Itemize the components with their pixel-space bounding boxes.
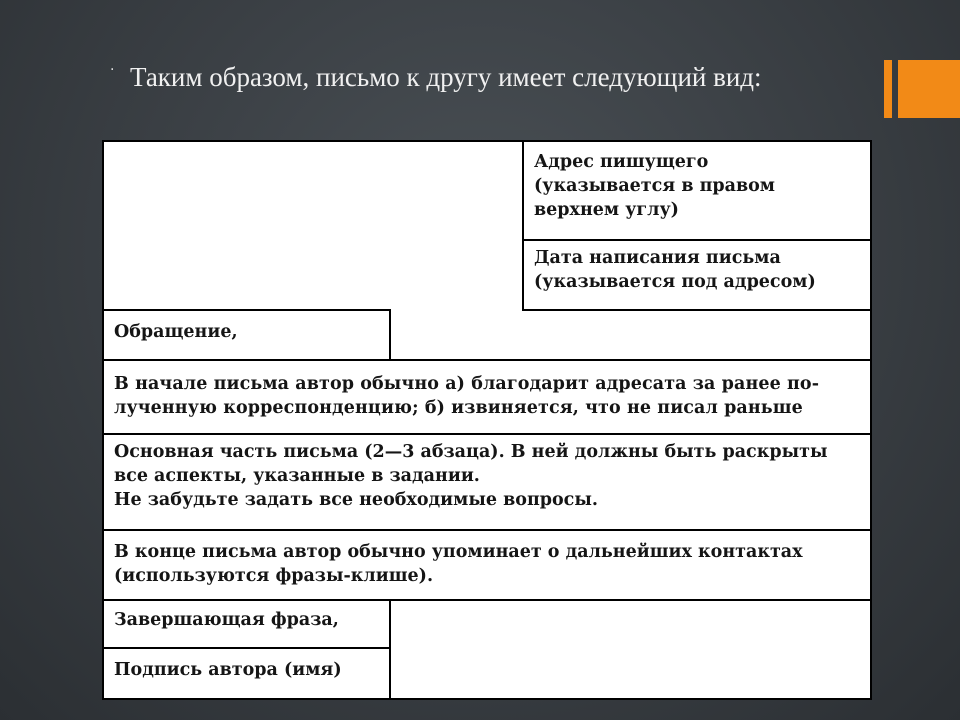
cell-greeting: Обращение,: [114, 322, 238, 342]
cell-introduction: В начале письма автор обычно а) благодарит адресата за ранее по- лученную корреспонденцию; б) извиняется, что не писал раньше: [114, 374, 820, 418]
accent-bar-thin: [884, 60, 892, 118]
letter-structure-table: [102, 140, 872, 700]
slide-title: Таким образом, письмо к другу имеет следующий вид:: [130, 62, 762, 92]
cell-ending: В конце письма автор обычно упоминает о дальнейших контактах (используются фразы-клише).: [114, 542, 803, 586]
cell-main-body: Основная часть письма (2—3 абзаца). В ней должны быть раскрыты все аспекты, указанные в задании. Не забудьте задать все необходимые вопросы.: [114, 442, 828, 510]
cell-signature: Подпись автора (имя): [114, 660, 342, 680]
cell-closing-phrase: Завершающая фраза,: [114, 610, 339, 630]
cell-sender-address: Адрес пишущего (указывается в правом верхнем углу): [534, 152, 775, 220]
bullet-marker: ·: [110, 62, 115, 78]
cell-letter-date: Дата написания письма (указывается под адресом): [534, 248, 816, 292]
accent-bar-thick: [898, 60, 960, 118]
